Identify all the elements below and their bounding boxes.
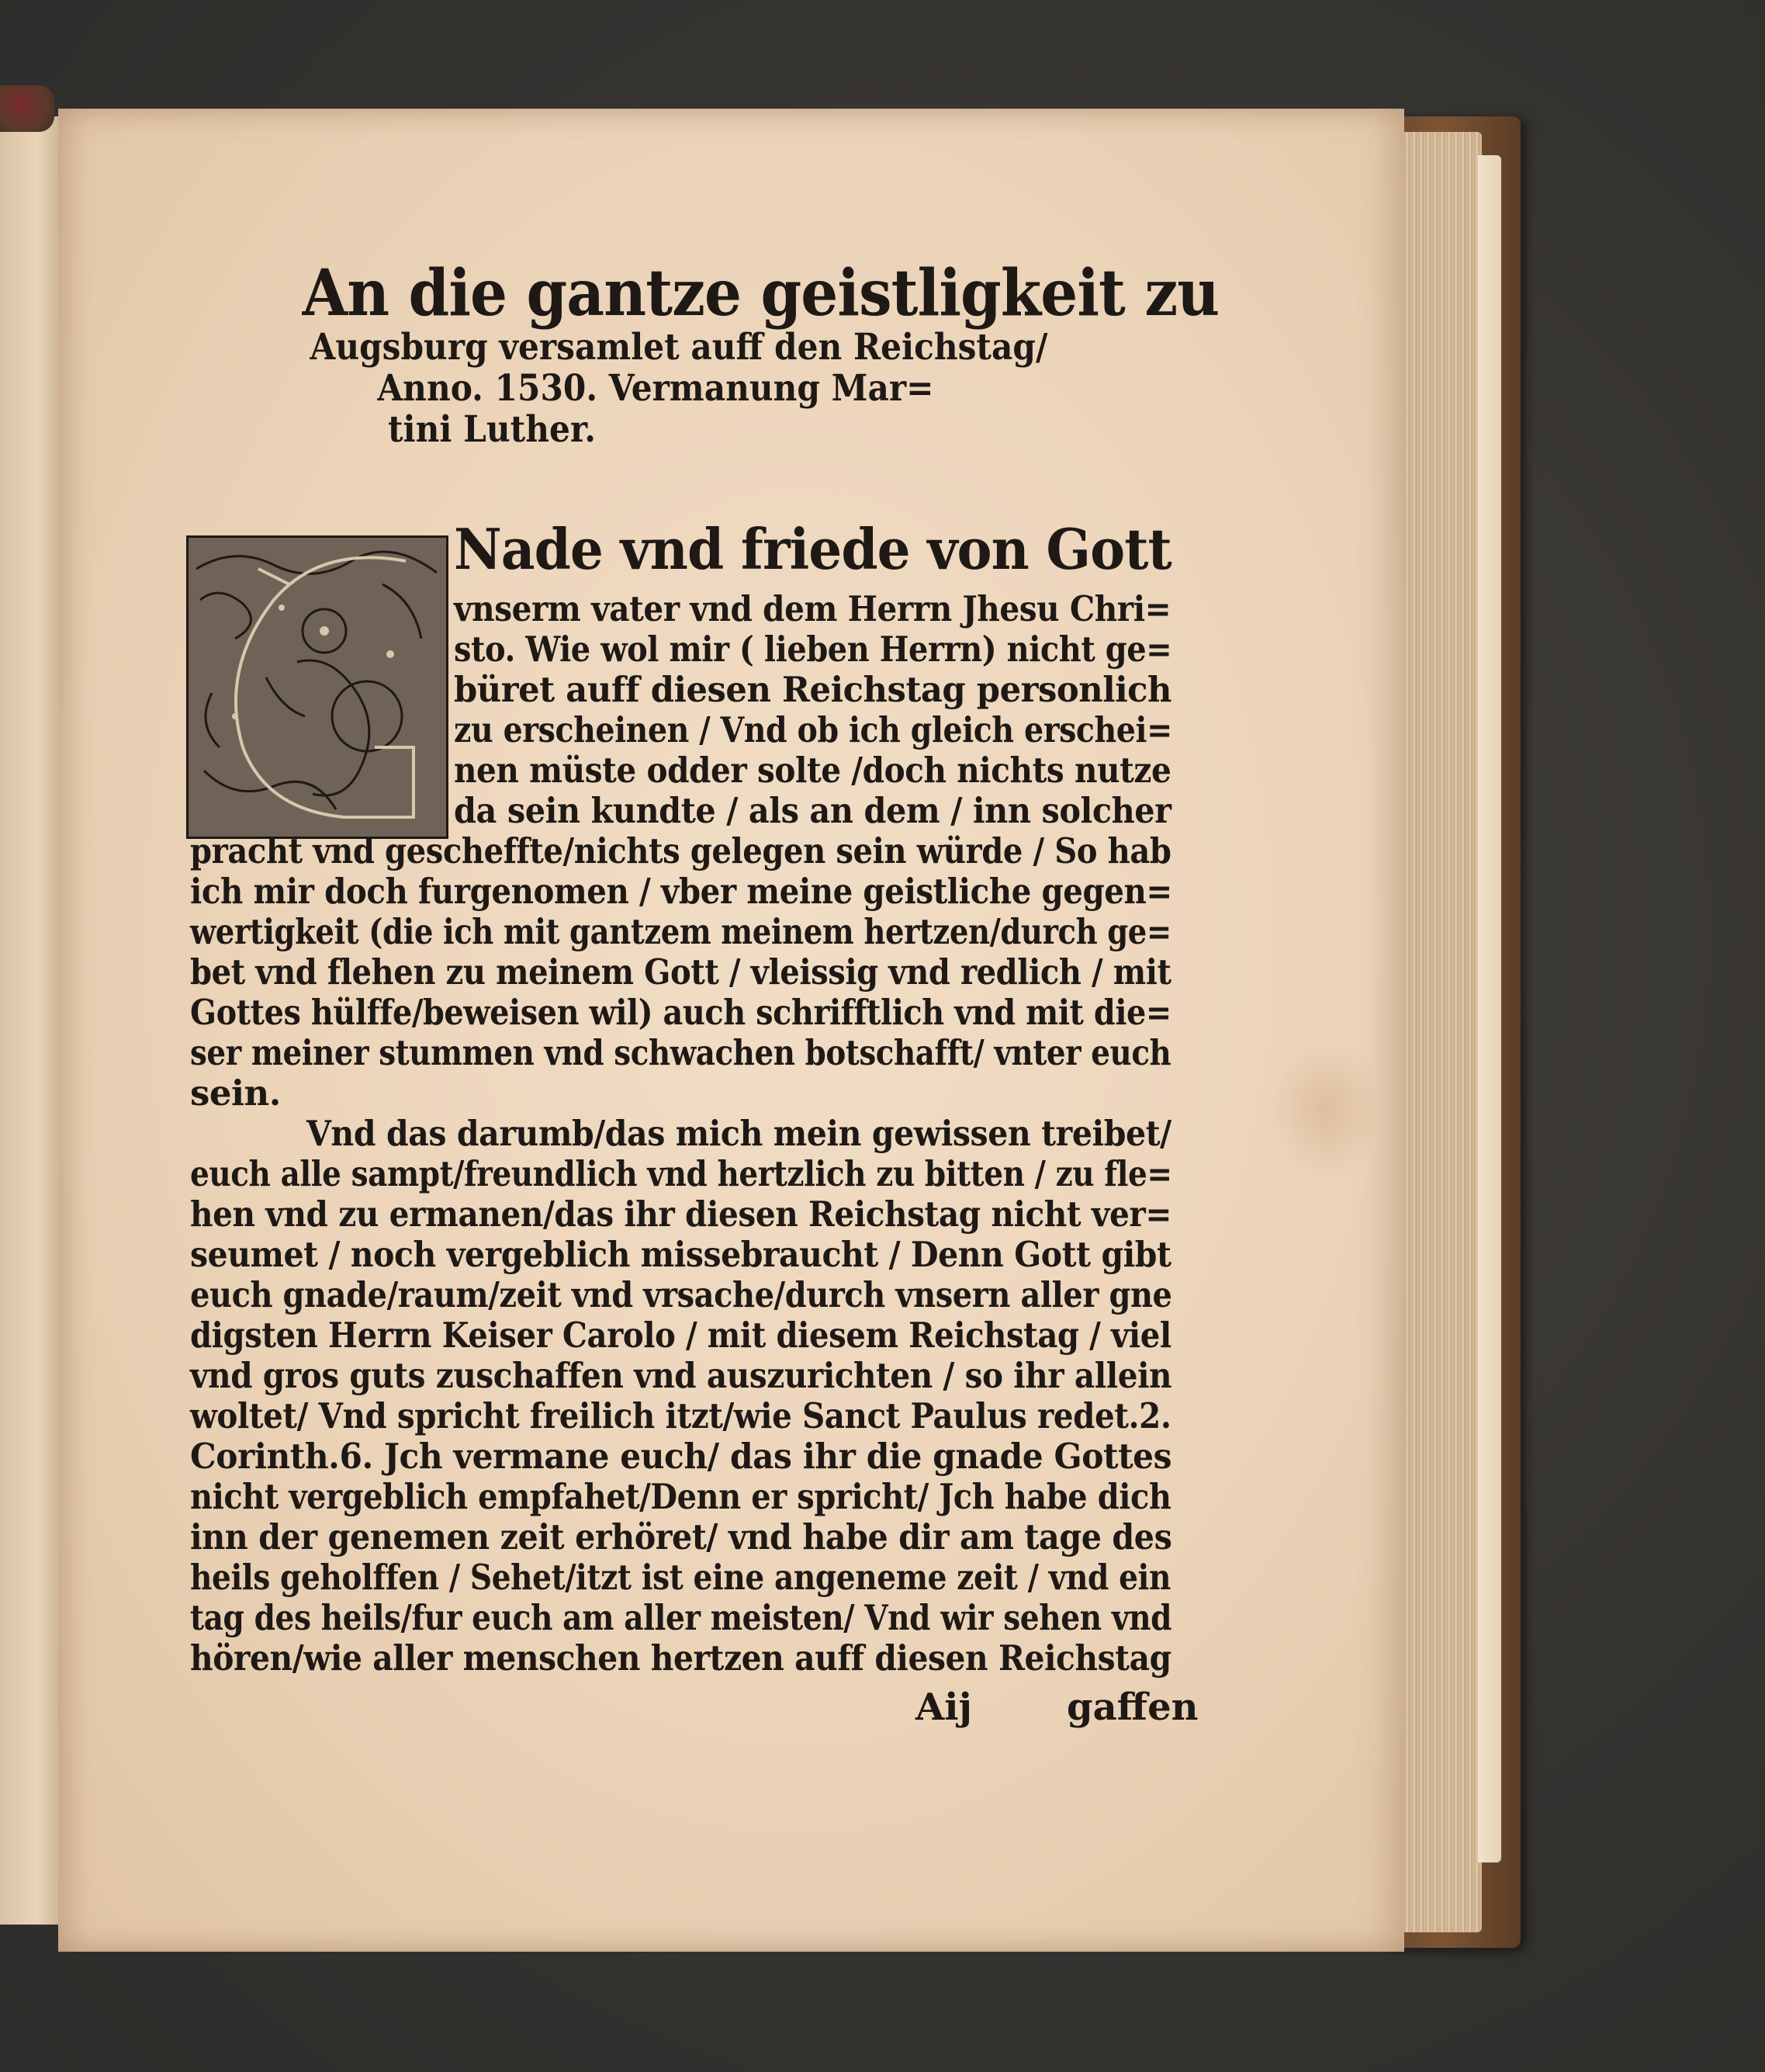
title-line-2: Augsburg versamlet auff den Reichstag/ <box>310 326 1048 369</box>
text-line: ser meiner stummen vnd schwachen botschafft/ vnter euch <box>190 1032 1171 1073</box>
text-line: zu erscheinen / Vnd ob ich gleich erschei= <box>454 709 1172 750</box>
title-line-4: tini Luther. <box>388 408 597 451</box>
title-line-1: An die gantze geistligkeit zu <box>302 256 1220 331</box>
facing-page <box>0 116 64 1925</box>
text-line: sto. Wie wol mir ( lieben Herrn) nicht ge= <box>454 629 1172 670</box>
text-line: nicht vergeblich empfahet/Denn er spricht/ Jch habe dich <box>190 1476 1171 1517</box>
text-line: vnd gros guts zuschaffen vnd auszurichten / so ihr allein <box>190 1355 1172 1396</box>
catchword: gaffen <box>1067 1686 1199 1729</box>
decorated-initial <box>186 535 448 839</box>
text-line: euch gnade/raum/zeit vnd vrsache/durch vnsern aller gne <box>190 1274 1172 1315</box>
text-line: da sein kundte / als an dem / inn solcher <box>454 790 1171 831</box>
text-line: seumet / noch vergeblich missebraucht / Denn Gott gibt <box>190 1234 1171 1275</box>
text-line: inn der genemen zeit erhöret/ vnd habe dir am tage des <box>190 1516 1172 1557</box>
text-line: Corinth.6. Jch vermane euch/ das ihr die gnade Gottes <box>190 1436 1172 1477</box>
bookmark-ribbon <box>0 85 54 132</box>
text-line: hen vnd zu ermanen/das ihr diesen Reichstag nicht ver= <box>190 1194 1171 1235</box>
signature-mark: Aij <box>915 1686 972 1729</box>
title-line-3: Anno. 1530. Vermanung Mar= <box>377 367 934 410</box>
paragraph-2-first-line: Vnd das darumb/das mich mein gewissen treibet/ <box>306 1113 1171 1154</box>
text-line: tag des heils/fur euch am aller meisten/ Vnd wir sehen vnd <box>190 1597 1172 1638</box>
opening-words: Nade vnd friede von Gott <box>454 516 1171 582</box>
text-line: vnserm vater vnd dem Herrn Jhesu Chri= <box>454 588 1171 629</box>
text-line: sein. <box>190 1072 281 1114</box>
text-line: ich mir doch furgenomen / vber meine geistliche gegen= <box>190 871 1172 912</box>
text-line: woltet/ Vnd spricht freilich itzt/wie Sanct Paulus redet.2. <box>190 1395 1171 1436</box>
page-edges-inner <box>1478 155 1501 1862</box>
text-line: bet vnd flehen zu meinem Gott / vleissig vnd redlich / mit <box>190 951 1171 993</box>
text-line: nen müste odder solte /doch nichts nutze <box>454 750 1171 791</box>
text-line: pracht vnd gescheffte/nichts gelegen sein würde / So hab <box>190 830 1171 871</box>
woodcut-initial-g-icon <box>189 538 446 837</box>
text-line: euch alle sampt/freundlich vnd hertzlich zu bitten / zu fle= <box>190 1153 1172 1194</box>
text-line: wertigkeit (die ich mit gantzem meinem hertzen/durch ge= <box>190 911 1171 952</box>
text-line: heils geholffen / Sehet/itzt ist eine angeneme zeit / vnd ein <box>190 1557 1171 1598</box>
text-line: büret auff diesen Reichstag personlich <box>454 669 1172 710</box>
page-stain <box>1268 1040 1385 1180</box>
text-line: hören/wie aller menschen hertzen auff diesen Reichstag <box>190 1637 1171 1679</box>
text-line: Gottes hülffe/beweisen wil) auch schrifftlich vnd mit die= <box>190 992 1171 1033</box>
text-line: digsten Herrn Keiser Carolo / mit diesem Reichstag / viel <box>190 1315 1171 1356</box>
